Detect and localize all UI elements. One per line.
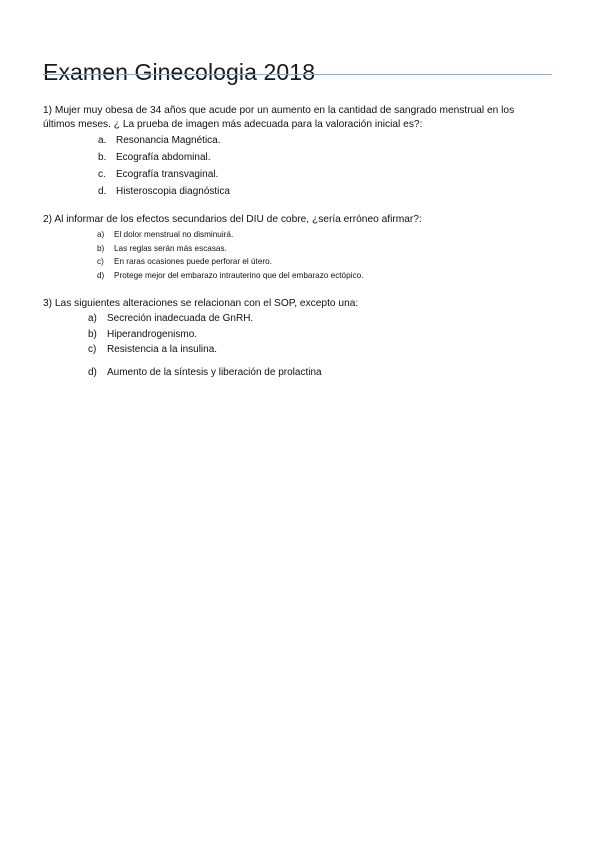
question-3 [43, 297, 543, 381]
option-text: Resistencia a la insulina. [107, 344, 218, 355]
question-2-option-b [43, 242, 543, 256]
option-text: Protege mejor del embarazo intrauterino que del embarazo ectópico. [114, 270, 364, 280]
question-1-option-a [43, 134, 543, 151]
question-3-option-d [43, 366, 543, 382]
option-letter: c) [97, 257, 104, 266]
option-text: En raras ocasiones puede perforar el útero. [114, 257, 272, 266]
option-text: El dolor menstrual no disminuirá. [114, 230, 234, 239]
question-3-option-c [43, 343, 543, 359]
option-letter: a) [88, 313, 97, 324]
option-text: Ecografía abdominal. [116, 152, 211, 163]
option-text: Resonancia Magnética. [116, 135, 221, 146]
question-1 [43, 104, 543, 202]
question-3-option-a [43, 312, 543, 328]
option-letter: c) [88, 344, 97, 355]
option-letter: c. [98, 169, 106, 180]
question-1-option-d [43, 185, 543, 202]
question-2-options [43, 228, 543, 282]
question-1-option-b [43, 151, 543, 168]
option-text: Las reglas serán más escasas. [114, 243, 227, 253]
option-text: Ecografía transvaginal. [116, 169, 219, 180]
page-title: Examen Ginecologia 2018 [43, 59, 316, 86]
option-text: Histeroscopia diagnóstica [116, 186, 230, 197]
question-2-option-a [43, 228, 543, 242]
title-underline [43, 74, 552, 75]
option-letter: b) [97, 243, 105, 253]
option-letter: a. [98, 135, 107, 146]
question-2-option-d [43, 269, 543, 283]
option-letter: a) [97, 230, 105, 239]
option-text: Secreción inadecuada de GnRH. [107, 313, 254, 324]
question-2 [43, 213, 543, 282]
option-text: Aumento de la síntesis y liberación de prolactina [107, 366, 322, 378]
question-3-option-b [43, 328, 543, 344]
question-2-option-c [43, 255, 543, 269]
question-3-text: 3) Las siguientes alteraciones se relacionan con el SOP, excepto una: [43, 298, 359, 309]
question-1-options [43, 134, 543, 202]
option-letter: d. [98, 186, 107, 197]
question-3-options [43, 312, 543, 381]
option-text: Hiperandrogenismo. [107, 328, 198, 340]
option-letter: d) [97, 270, 105, 280]
question-1-option-c [43, 168, 543, 185]
option-letter: d) [88, 366, 97, 378]
option-letter: b) [88, 328, 97, 340]
question-1-text: 1) Mujer muy obesa de 34 años que acude por un aumento en la cantidad de sangrado menstrual en los últimos meses. ¿ La prueba de imagen más adecuada para la valoración inicial es?: [43, 105, 515, 130]
option-letter: b. [98, 152, 107, 163]
question-2-text: 2) Al informar de los efectos secundarios del DIU de cobre, ¿sería erróneo afirmar?: [43, 214, 422, 225]
